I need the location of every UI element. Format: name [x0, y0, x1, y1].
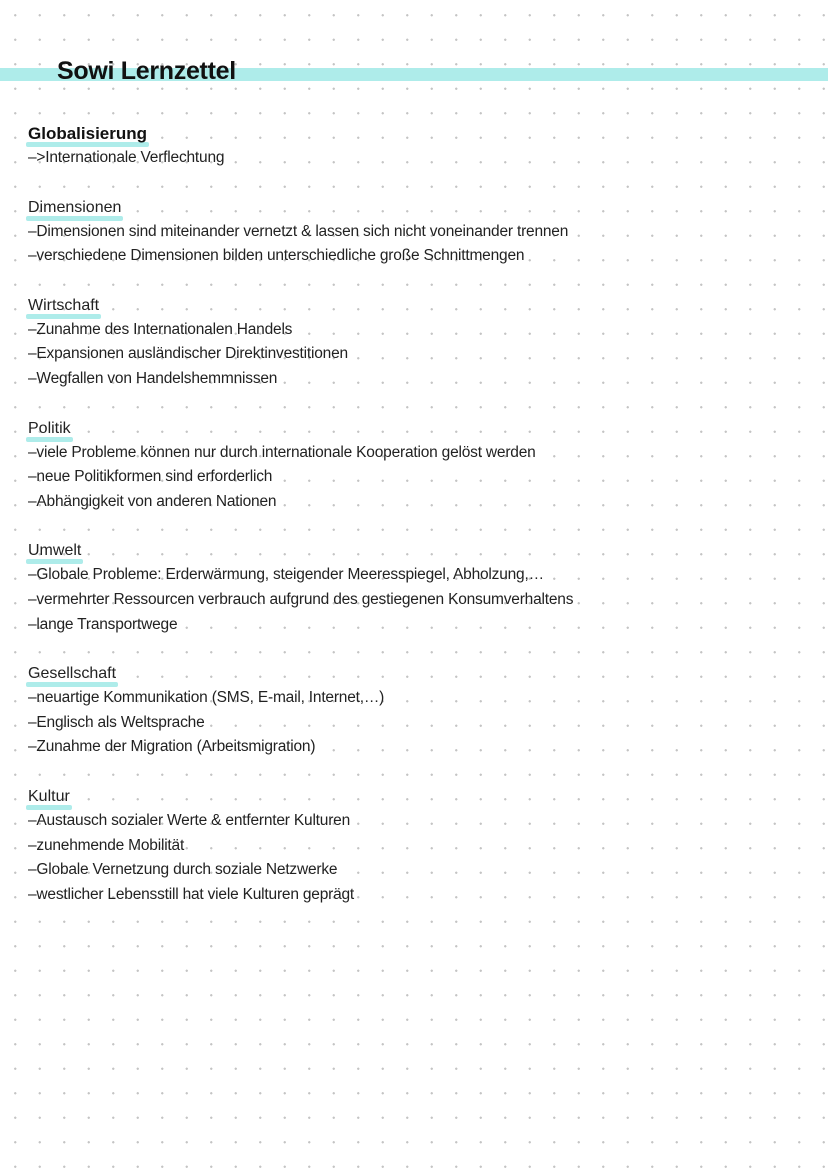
section-line: –Austausch sozialer Werte & entfernter Kulturen — [28, 811, 351, 829]
section-line: –neue Politikformen sind erforderlich — [28, 468, 273, 486]
section-heading: Umwelt — [28, 539, 81, 563]
section-line: –westlicher Lebensstill hat viele Kulturen geprägt — [28, 885, 355, 903]
section-line: –neuartige Kommunikation (SMS, E-mail, Internet,…) — [28, 689, 385, 707]
section-line: –Globale Vernetzung durch soziale Netzwerke — [28, 861, 338, 879]
section-gesellschaft — [28, 662, 808, 760]
section-line: –Zunahme des Internationalen Handels — [28, 320, 293, 338]
main-topic-subtitle: –>Internationale Verflechtung — [28, 149, 225, 166]
section-line: –verschiedene Dimensionen bilden unterschiedliche große Schnittmengen — [28, 247, 525, 265]
notes-content — [28, 122, 808, 907]
section-wirtschaft — [28, 294, 808, 392]
section-line: –Dimensionen sind miteinander vernetzt & lassen sich nicht voneinander trennen — [28, 222, 569, 240]
section-line: –Abhängigkeit von anderen Nationen — [28, 492, 277, 510]
section-line: –Englisch als Weltsprache — [28, 713, 205, 731]
section-heading: Politik — [28, 417, 71, 441]
section-heading: Wirtschaft — [28, 294, 99, 318]
section-heading: Kultur — [28, 785, 70, 809]
section-line: –viele Probleme können nur durch internationale Kooperation gelöst werden — [28, 443, 536, 461]
section-heading: Dimensionen — [28, 196, 121, 220]
section-line: –Zunahme der Migration (Arbeitsmigration) — [28, 738, 316, 756]
section-line: –zunehmende Mobilität — [28, 836, 185, 854]
section-dimensionen — [28, 196, 808, 269]
section-line: –lange Transportwege — [28, 615, 178, 633]
main-topic — [28, 122, 808, 146]
section-line: –Globale Probleme: Erderwärmung, steigender Meeresspiegel, Abholzung,… — [28, 566, 544, 584]
main-topic-heading: Globalisierung — [28, 122, 147, 146]
section-line: –vermehrter Ressourcen verbrauch aufgrund des gestiegenen Konsumverhaltens — [28, 590, 574, 608]
section-umwelt — [28, 539, 808, 637]
section-heading: Gesellschaft — [28, 662, 116, 686]
section-line: –Wegfallen von Handelshemmnissen — [28, 369, 278, 387]
section-line: –Expansionen ausländischer Direktinvestitionen — [28, 345, 348, 363]
section-kultur — [28, 785, 808, 907]
section-politik — [28, 417, 808, 515]
page-title: Sowi Lernzettel — [57, 57, 236, 85]
